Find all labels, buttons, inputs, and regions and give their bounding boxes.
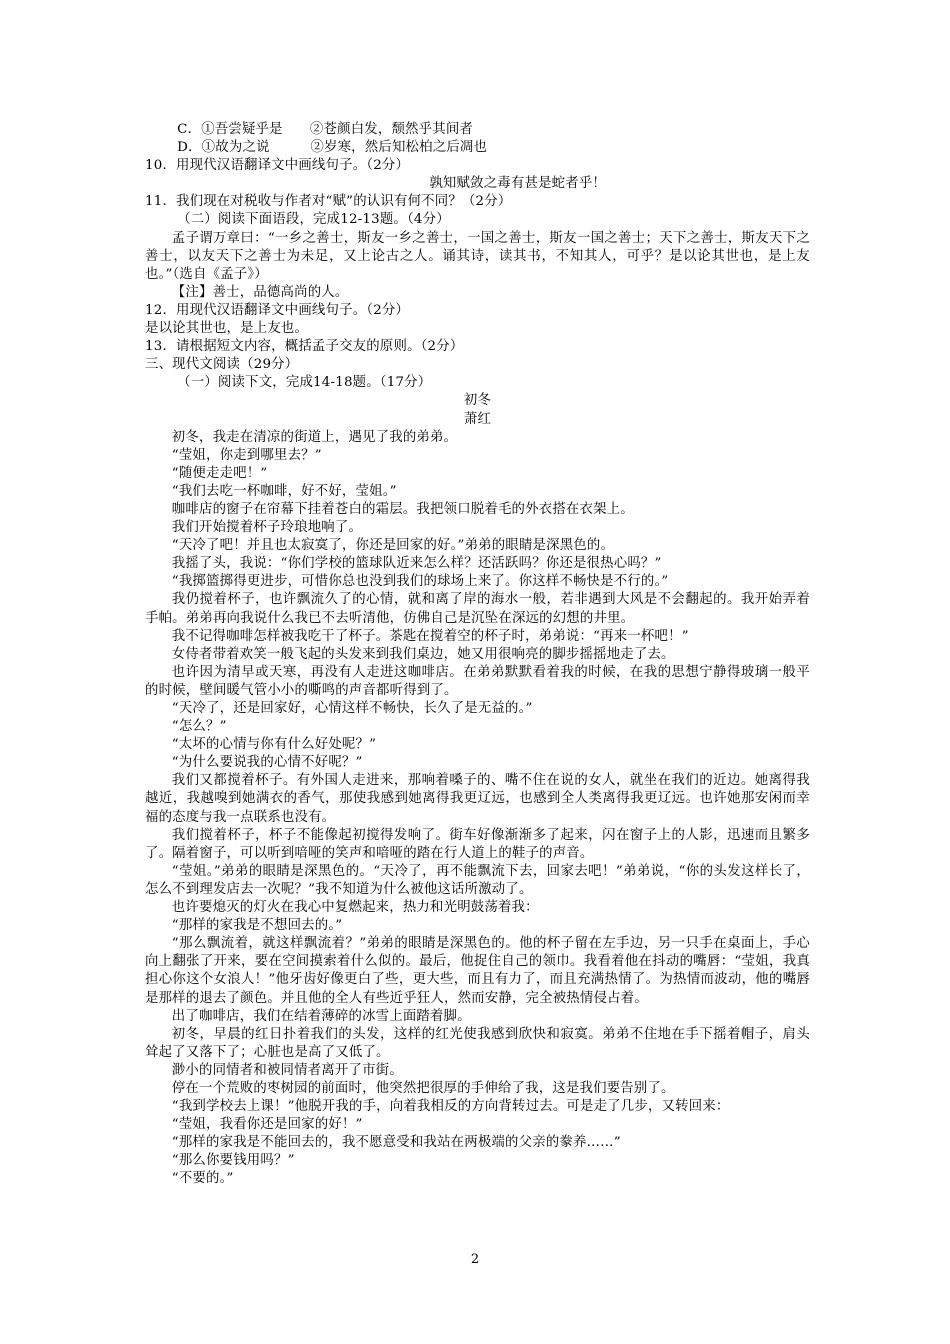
essay-paragraph: 初冬，早晨的红日扑着我们的头发，这样的红光使我感到欣快和寂寞。弟弟不住地在手下摇着帽子，肩头耸起了又落下了；心脏也是高了又低了。 [145,1026,810,1060]
essay-paragraph: 我摇了头，我说：“你们学校的篮球队近来怎么样？还活跃吗？你还是很热心吗？” [171,556,662,572]
reading-1-heading: （一）阅读下文，完成14-18题。（17分） [177,375,432,391]
page-content [145,121,810,1189]
essay-author: 萧红 [463,411,492,427]
essay-paragraph: “那么你要钱用吗？” [171,1153,295,1169]
passage-note: 【注】善士，品德高尚的人。 [171,284,349,300]
essay-paragraph: “随便走走吧！” [171,465,268,481]
essay-paragraph: “天冷了吧！并且也太寂寞了，你还是回家的好。”弟弟的眼睛是深黑色的。 [171,538,615,554]
question-10-sentence: 孰知赋敛之毒有甚是蛇者乎！ [429,176,607,192]
essay-paragraph: “那样的家我是不能回去的，我不愿意受和我站在两极端的父亲的豢养……” [171,1135,621,1151]
essay-paragraph: 我们开始搅着杯子玲琅地响了。 [171,520,363,536]
option-d: D．①故为之说 ②岁寒，然后知松柏之后凋也 [177,140,488,156]
essay-paragraph: “莹姐。”弟弟的眼睛是深黑色的。“天冷了，再不能飘流下去，回家去吧！”弟弟说，“你的头发这样长了，怎么不到理发店去一次呢？”我不知道为什么被他这话所激动了。 [145,863,810,897]
question-13: 13．请根据短文内容，概括孟子交友的原则。（2分） [145,339,464,355]
option-c: C．①吾尝疑乎是 ②苍颜白发，颓然乎其间者 [177,122,474,137]
essay-paragraph: 我们又都搅着杯子。有外国人走进来，那响着嗓子的、嘴不住在说的女人，就坐在我们的近边。她离得我越近，我越嗅到她满衣的香气，那使我感到她离得我更辽远，也感到全人类离得我更辽远。也许她那安闲而幸福的态度与我一点联系也没有。 [145,773,810,825]
essay-paragraph: 停在一个荒败的枣树园的前面时，他突然把很厚的手伸给了我，这是我们要告别了。 [171,1080,675,1096]
essay-paragraph: “为什么要说我的心情不好呢？” [171,755,363,771]
essay-paragraph: “莹姐，你走到哪里去？” [171,447,322,463]
essay-paragraph: “怎么？” [171,719,227,735]
essay-paragraph: “莹姐，我看你还是回家的好！” [171,1117,363,1133]
essay-paragraph: 出了咖啡店，我们在结着薄碎的冰雪上面踏着脚。 [171,1008,471,1024]
essay-paragraph: “那么飘流着，就这样飘流着？”弟弟的眼睛是深黑色的。他的杯子留在左手边，另一只手在桌面上，手心向上翻张了开来，要在空间摸索着什么似的。最后，他捉住自己的领巾。我看着他在抖动的嘴唇：“莹姐，我真担心你这个女浪人！”他牙齿好像更白了些，更大些，而且有力了，而且充满热情了。为热情而波动，他的嘴唇是那样的退去了颜色。并且他的全人有些近乎狂人，然而安静，完全被热情侵占着。 [145,936,810,1006]
essay-paragraph: “天冷了，还是回家好，心情这样不畅快，长久了是无益的。” [171,701,533,716]
essay-paragraph: 初冬，我走在清凉的街道上，遇见了我的弟弟。 [171,429,458,445]
question-10: 10．用现代汉语翻译文中画线句子。（2分） [145,158,410,174]
section-2-heading: （二）阅读下面语段，完成12-13题。（4分） [177,212,450,228]
essay-paragraph: “不要的。” [171,1171,234,1187]
question-11: 11．我们现在对税收与作者对“赋”的认识有何不同？（2分） [145,194,512,210]
part-3-heading: 三、现代文阅读（29分） [145,357,299,373]
essay-paragraph: “太坏的心情与你有什么好处呢？” [171,737,377,753]
essay-paragraph: 我仍搅着杯子，也许飘流久了的心情，就和离了岸的海水一般，若非遇到大风是不会翻起的。我开始弄着手帕。弟弟再向我说什么我已不去听清他，仿佛自己是沉坠在深远的幻想的井里。 [145,592,810,626]
question-12-sentence: 是以论其世也，是上友也。 [145,321,309,337]
question-12: 12．用现代汉语翻译文中画线句子。（2分） [145,302,410,318]
essay-paragraph: “我到学校去上课！”他脱开我的手，向着我相反的方向背转过去。可是走了几步，又转回来： [171,1099,730,1115]
essay-title: 初冬 [463,393,492,409]
mencius-passage: 孟子谓万章曰：“一乡之善士，斯友一乡之善士，一国之善士，斯友一国之善士；天下之善士，斯友天下之善士，以友天下之善士为未足，又上论古之人。诵其诗，读其书，不知其人，可乎？是以论其世也，是上友也。”（选自《孟子》） [145,230,810,282]
essay-paragraph: 也许要熄灭的灯火在我心中复燃起来，热力和光明鼓荡着我： [171,900,539,916]
essay-paragraph: “我们去吃一杯咖啡，好不好，莹姐。” [171,483,397,499]
essay-paragraph: 我不记得咖啡怎样被我吃干了杯子。茶匙在搅着空的杯子时，弟弟说：“再来一杯吧！” [171,628,689,644]
essay-paragraph: 我们搅着杯子，杯子不能像起初搅得发响了。街车好像渐渐多了起来，闪在窗子上的人影，迅速而且繁多了。隔着窗子，可以听到喑哑的笑声和喑哑的踏在行人道上的鞋子的声音。 [145,827,810,861]
essay-paragraph: 渺小的同情者和被同情者离开了市街。 [171,1062,403,1078]
page-number: 2 [470,1252,480,1267]
essay-paragraph: “那样的家我是不想回去的。” [171,918,343,934]
essay-paragraph: 女侍者带着欢笑一般飞起的头发来到我们桌边，她又用很响亮的脚步摇摇地走了去。 [171,646,675,662]
essay-paragraph: 咖啡店的窗子在帘幕下挂着苍白的霜层。我把领口脱着毛的外衣搭在衣架上。 [171,501,634,517]
essay-paragraph: “我掷篮掷得更进步，可惜你总也没到我们的球场上来了。你这样不畅快是不行的。” [171,574,669,590]
essay-paragraph: 也许因为清早或天寒，再没有人走进这咖啡店。在弟弟默默看着我的时候，在我的思想宁静得玻璃一般平的时候，壁间暖气管小小的嘶鸣的声音都听得到了。 [145,664,810,698]
